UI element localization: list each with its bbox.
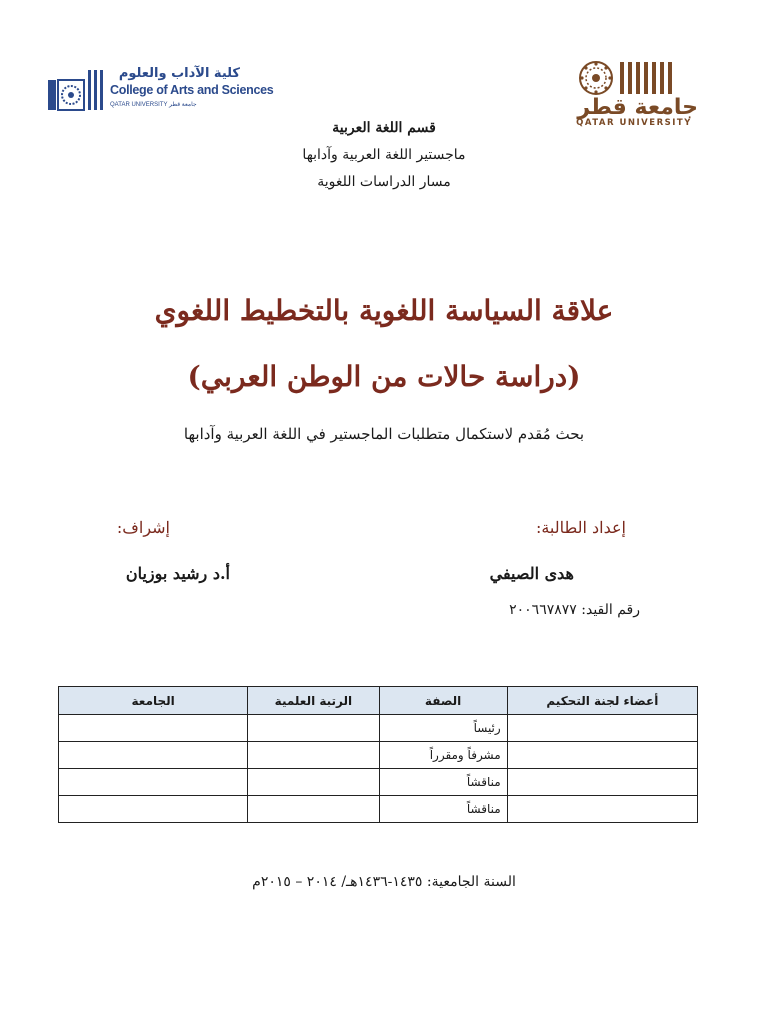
- qatar-university-arabic-name: جامعة قطر: [577, 95, 698, 120]
- college-emblem-icon: [48, 68, 106, 114]
- role-cell: مناقشاً: [379, 769, 507, 796]
- college-english-name: College of Arts and Sciences: [110, 83, 274, 97]
- rank-cell: [248, 742, 379, 769]
- role-cell: مناقشاً: [379, 796, 507, 823]
- student-id: رقم القيد: ٢٠٠٦٦٧٨٧٧: [509, 602, 640, 618]
- committee-header-row: [59, 687, 698, 715]
- university-cell: [59, 796, 248, 823]
- university-cell: [59, 715, 248, 742]
- department-name: قسم اللغة العربية: [332, 120, 436, 136]
- academic-year: السنة الجامعية: ١٤٣٥-١٤٣٦هـ/ ٢٠١٤ – ٢٠١٥م: [252, 874, 516, 890]
- role-cell: رئيساً: [379, 715, 507, 742]
- header-members: أعضاء لجنة التحكيم: [507, 687, 697, 715]
- header-university: الجامعة: [59, 687, 248, 715]
- header-rank: الرتبة العلمية: [248, 687, 379, 715]
- college-logo: [48, 66, 274, 116]
- rank-cell: [248, 769, 379, 796]
- prepared-by-label: إعداد الطالبة:: [535, 518, 626, 537]
- member-cell: [507, 796, 697, 823]
- member-cell: [507, 769, 697, 796]
- track-name: مسار الدراسات اللغوية: [317, 174, 451, 190]
- university-cell: [59, 742, 248, 769]
- table-row: [59, 769, 698, 796]
- college-university-line: QATAR UNIVERSITY جامعة قطر: [110, 102, 197, 108]
- rank-cell: [248, 796, 379, 823]
- qatar-university-emblem-icon: [568, 58, 700, 100]
- thesis-purpose: بحث مُقدم لاستكمال متطلبات الماجستير في اللغة العربية وآدابها: [183, 425, 585, 443]
- role-cell: مشرفاً ومقرراً: [379, 742, 507, 769]
- committee-table: [58, 686, 698, 823]
- program-name: ماجستير اللغة العربية وآدابها: [302, 147, 466, 163]
- college-arabic-name: كلية الآداب والعلوم: [118, 66, 240, 81]
- member-cell: [507, 715, 697, 742]
- member-cell: [507, 742, 697, 769]
- table-row: [59, 742, 698, 769]
- thesis-title: علاقة السياسة اللغوية بالتخطيط اللغوي: [154, 294, 614, 327]
- header-role: الصفة: [379, 687, 507, 715]
- university-cell: [59, 769, 248, 796]
- thesis-subtitle-title: (دراسة حالات من الوطن العربي): [187, 360, 581, 393]
- supervisor-name: أ.د رشيد بوزيان: [125, 564, 230, 583]
- rank-cell: [248, 715, 379, 742]
- student-name: هدى الصيفي: [489, 564, 574, 583]
- qatar-university-english-name: QATAR UNIVERSITY: [576, 118, 692, 128]
- table-row: [59, 796, 698, 823]
- supervision-label: إشراف:: [116, 518, 170, 537]
- table-row: [59, 715, 698, 742]
